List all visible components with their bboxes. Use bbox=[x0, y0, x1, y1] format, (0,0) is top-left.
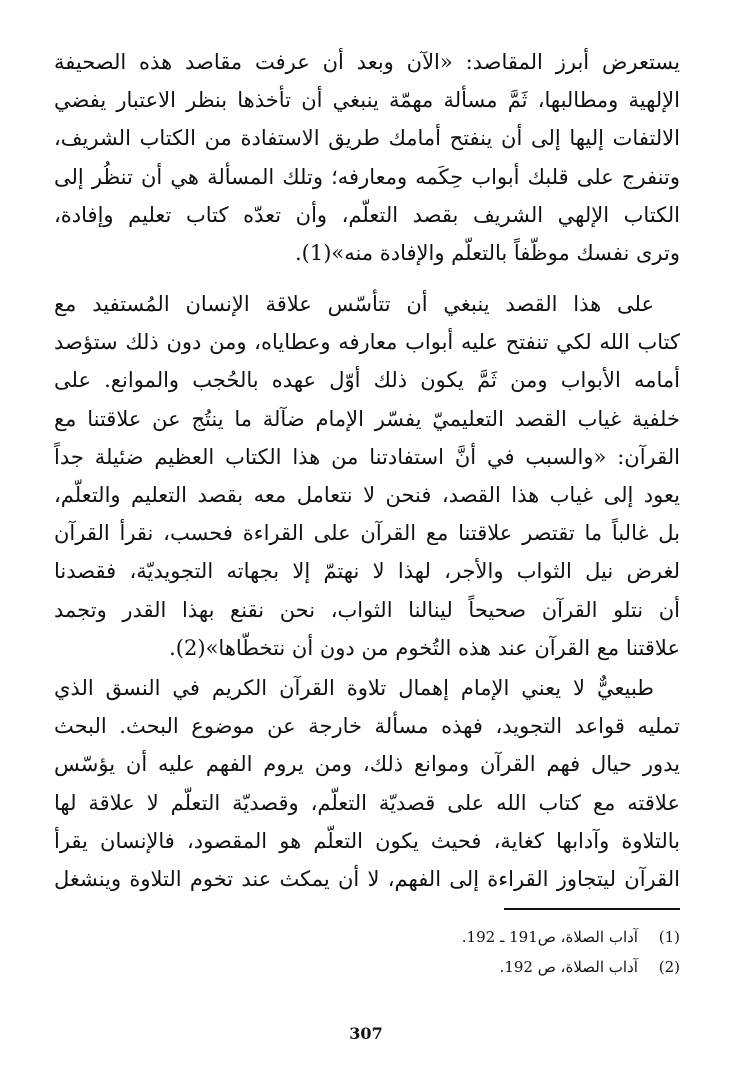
paragraph-line: بالتلاوة وآدابها كغاية، فحيث يكون التعلّم هو المقصود، فالإنسان يقرأ bbox=[54, 828, 680, 853]
paragraph-line: بل غالباً ما تقتصر علاقتنا مع القرآن على القراءة فحسب، نقرأ القرآن bbox=[54, 521, 680, 546]
paragraph-1 bbox=[54, 43, 680, 272]
paragraph-2 bbox=[54, 285, 680, 667]
footnote-number: (1) bbox=[658, 928, 680, 946]
footnote-1 bbox=[54, 922, 680, 952]
paragraph-line: يدور حيال فهم القرآن وموانع ذلك، ومن يروم الفهم عليه أن يؤسّس bbox=[54, 752, 680, 777]
paragraph-line: يستعرض أبرز المقاصد: «الآن وبعد أن عرفت مقاصد هذه الصحيفة bbox=[54, 50, 680, 74]
paragraph-line: وترى نفسك موظّفاً بالتعلّم والإفادة منه»(1). bbox=[294, 240, 680, 265]
footnote-text: آداب الصلاة، ص191 ـ 192. bbox=[461, 928, 638, 946]
paragraph-line: علاقتنا مع القرآن عند هذه التُخوم من دون أن نتخطّاها»(2). bbox=[169, 635, 680, 660]
footnote-text: آداب الصلاة، ص 192. bbox=[499, 958, 638, 976]
paragraph-line: على هذا القصد ينبغي أن تتأسّس علاقة الإنسان المُستفيد مع bbox=[54, 292, 654, 316]
footnote-number: (2) bbox=[658, 958, 680, 976]
paragraph-line: خلفية غياب القصد التعليميّ يفسّر الإمام ضآلة ما ينتُج عن علاقتنا مع bbox=[54, 406, 680, 431]
page-number: 307 bbox=[349, 1024, 383, 1043]
paragraph-line: يعود إلى غياب هذا القصد، فنحن لا نتعامل معه بقصد التعليم والتعلّم، bbox=[54, 482, 680, 507]
footnotes bbox=[54, 922, 680, 982]
paragraph-line: أن نتلو القرآن صحيحاً لينالنا الثواب، نحن نقنع بهذا القدر وتجمد bbox=[54, 597, 680, 622]
paragraph-line: كتاب الله لكي تنفتح عليه أبواب معارفه وعطاياه، ومن دون ذلك ستؤصد bbox=[54, 330, 680, 355]
footnote-separator bbox=[504, 908, 680, 910]
paragraph-line: القرآن ليتجاوز القراءة إلى الفهم، لا أن يمكث عند تخوم التلاوة وينشغل bbox=[54, 866, 680, 891]
paragraph-3 bbox=[54, 669, 680, 898]
paragraph-line: الالتفات إليها إلى أن ينفتح أمامك طريق الاستفادة من الكتاب الشريف، bbox=[54, 126, 680, 151]
footnote-2 bbox=[54, 952, 680, 982]
paragraph-line: لغرض نيل الثواب والأجر، لهذا لا نهتمّ إلا بجهاته التجويديّة، فقصدنا bbox=[54, 559, 680, 584]
paragraph-line: وتنفرج على قلبك أبواب حِكَمه ومعارفه؛ وتلك المسألة هي أن تنظُر إلى bbox=[54, 164, 680, 189]
paragraph-line: تمليه قواعد التجويد، فهذه مسألة خارجة عن موضوع البحث. البحث bbox=[54, 714, 680, 739]
paragraph-line: طبيعيٌّ لا يعني الإمام إهمال تلاوة القرآن الكريم في النسق الذي bbox=[54, 676, 654, 700]
paragraph-line: القرآن: «والسبب في أنَّ استفادتنا من هذا الكتاب العظيم ضئيلة جداً bbox=[54, 444, 680, 469]
paragraph-line: الكتاب الإلهي الشريف بقصد التعلّم، وأن تعدّه كتاب تعليم وإفادة، bbox=[54, 202, 680, 227]
paragraph-line: أمامه الأبواب ومن ثَمَّ يكون ذلك أوّل عهده بالحُجب والموانع. على bbox=[54, 368, 680, 393]
paragraph-line: علاقته مع كتاب الله على قصديّة التعلّم، وقصديّة التعلّم لا علاقة لها bbox=[54, 790, 680, 815]
paragraph-line: الإلهية ومطالبها، ثَمَّ مسألة مهمّة ينبغي أن تأخذها بنظر الاعتبار يفضي bbox=[54, 88, 680, 113]
